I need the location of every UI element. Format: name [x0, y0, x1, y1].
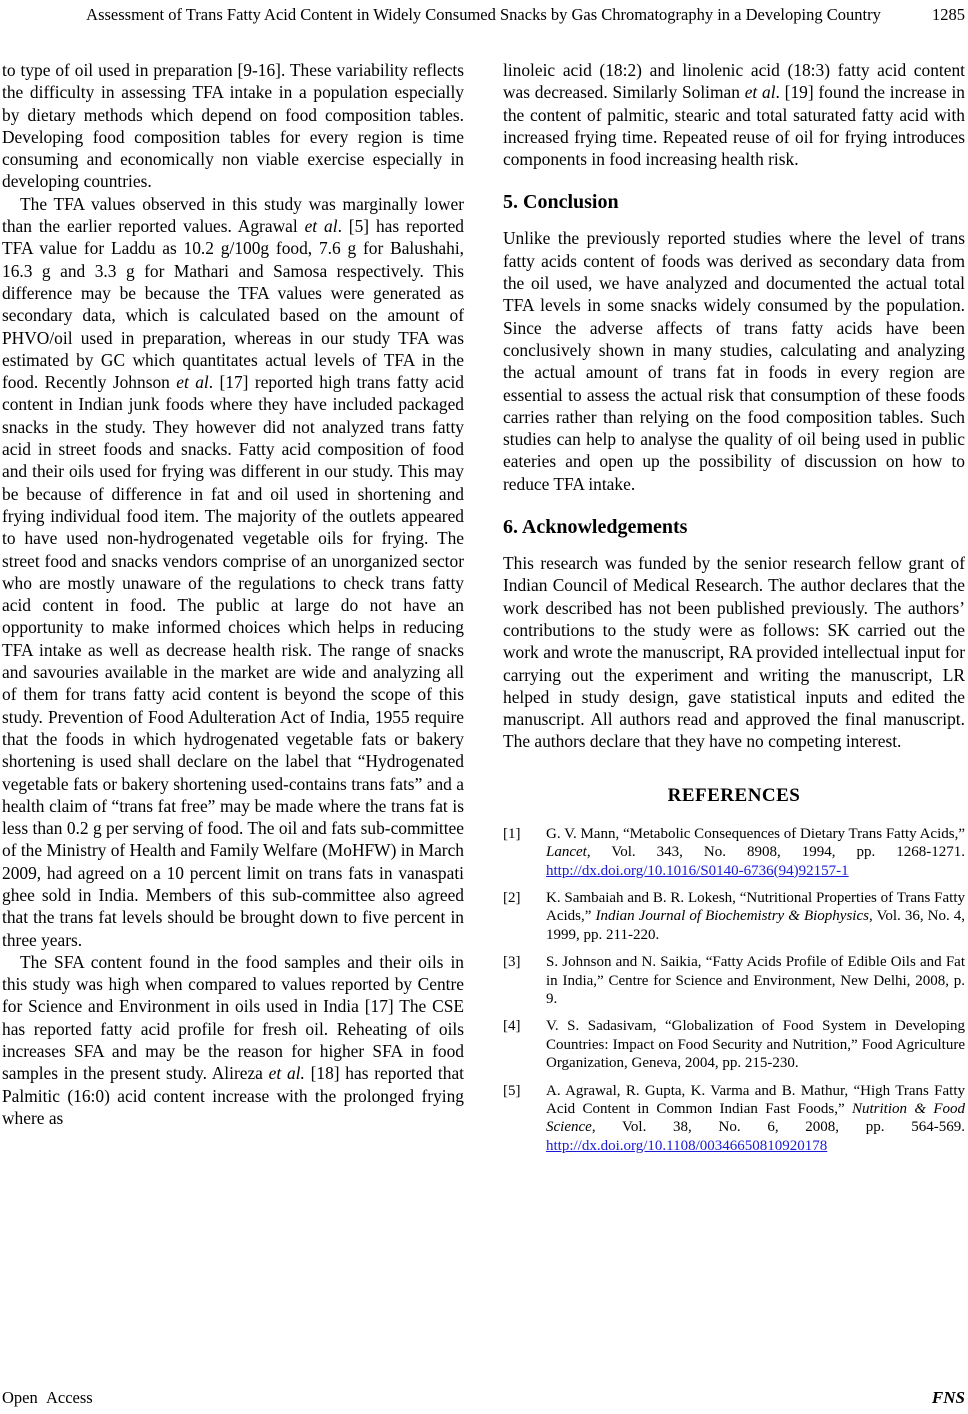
right-column	[503, 59, 965, 1382]
open-access-label: Open Access	[2, 1388, 93, 1407]
references-heading: REFERENCES	[667, 784, 801, 806]
running-head-title: Assessment of Trans Fatty Acid Content in Widely Consumed Snacks by Gas Chromatography in a Developing Country	[86, 5, 881, 24]
reference-item	[503, 953, 965, 1008]
text-segment: A. Agrawal, R. Gupta, K. Varma and B. Mathur, “High Trans Fatty Acid Content in Common Indian Fast Foods,”	[546, 1082, 965, 1117]
page-header	[2, 4, 965, 28]
text-segment: , Vol. 38, No. 6, 2008, pp. 564-569.	[591, 1119, 965, 1136]
paragraph	[2, 951, 464, 1129]
paragraph	[503, 227, 965, 495]
reference-number: [5]	[503, 1082, 521, 1099]
reference-number: [2]	[503, 889, 521, 906]
reference-item	[503, 1017, 965, 1072]
text-segment: linoleic acid (18:2) and linolenic acid (18:3) fatty acid content was decreased. Similarly Soliman	[503, 60, 965, 103]
reference-number: [1]	[503, 825, 521, 842]
italic-text: Lancet	[546, 844, 587, 861]
text-segment: to type of oil used in preparation [9-16]. These variability reflects the difficulty in assessing TFA intake in a population especially by dietary methods which depend on food composition tables. Developing food composition tables for every region is time consuming and economically non viable exercise especially in developing countries.	[2, 60, 464, 192]
reference-number: [3]	[503, 954, 521, 971]
text-segment: , Vol. 343, No. 8908, 1994, pp. 1268-1271.	[586, 844, 965, 861]
italic-text: Nutrition & Food Science	[546, 1101, 965, 1136]
text-segment: S. Johnson and N. Saikia, “Fatty Acids Profile of Edible Oils and Fat in India,” Centre for Science and Environment, New Delhi, 2008, p. 9.	[546, 954, 965, 1007]
text-segment: . [5] has reported TFA value for Laddu as 10.2 g/100g food, 7.6 g for Balushahi, 16.3 g and 3.3 g for Mathari and Samosa respectively. This difference may be because the TFA values were generated as secondary data, which is calculated based on the amount of PHVO/oil used in preparation, whereas in our study TFA was estimated by GC which quantitates actual levels of TFA in the food. Recently Johnson	[2, 216, 464, 393]
text-segment: The SFA content found in the food samples and their oils in this study was high when compared to values reported by Centre for Science and Environment in oils used in India [17] The CSE has reported fatty acid profile for fresh oil. Reheating of oils increases SFA and may be the reason for higher SFA in food samples in the present study. Alireza	[2, 951, 464, 1084]
doi-link[interactable]: http://dx.doi.org/10.1016/S0140-6736(94)92157-1	[546, 862, 849, 879]
doi-link[interactable]: http://dx.doi.org/10.1108/00346650810920178	[546, 1137, 828, 1154]
reference-item	[503, 1082, 965, 1156]
reference-text	[546, 1017, 965, 1072]
text-segment: V. S. Sadasivam, “Globalization of Food System in Developing Countries: Impact on Food Security and Nutrition,” Food Agriculture Organization, Geneva, 2004, pp. 215-230.	[546, 1018, 965, 1072]
text-segment: [18] has reported that Palmitic (16:0) acid content increase with the prolonged frying where as	[2, 1063, 465, 1128]
text-segment: This research was funded by the senior research fellow grant of Indian Council of Medical Research. The author declares that the work described has not been published previously. The authors’ contributions to the study were as follows: SK carried out the work and wrote the manuscript, RA provided intellectual input for carrying out the experiment and writing the manuscript, LR helped in study design, gave statistical inputs and edited the manuscript. All authors read and approved the final manuscript. The authors declare that they have no competing interest.	[503, 553, 965, 752]
italic-text: Indian Journal of Biochemistry & Biophysics	[595, 908, 869, 925]
text-segment: Unlike the previously reported studies where the level of trans fatty acids content of foods was derived as secondary data from the oil used, we have analyzed and documented the actual total TFA levels in some snacks widely consumed by the population. Since the adverse affects of trans fatty acids have been conclusively shown in many studies, calculating and analyzing the actual amount of trans fat in foods in every region are essential to assess the actual risk that consumption of these foods carries rather than relying on the food composition tables. Such studies can help to analyse the quality of oil being used in public eateries and open up the possibility of discussion on how to reduce TFA intake.	[503, 228, 965, 494]
section-heading: 6. Acknowledgements	[503, 516, 688, 539]
section-heading: 5. Conclusion	[503, 191, 619, 214]
text-segment: . [19] found the increase in the content of palmitic, stearic and total saturated fatty acid with increased frying time. Repeated reuse of oil for frying introduces components in food increasing health risk.	[503, 82, 965, 170]
reference-text	[546, 889, 965, 944]
paragraph	[503, 59, 965, 170]
reference-text	[546, 953, 965, 1008]
text-segment: , Vol. 36, No. 4, 1999, pp. 211-220.	[546, 908, 965, 943]
text-segment: K. Sambaiah and B. R. Lokesh, “Nutritional Properties of Trans Fatty Acids,”	[546, 889, 965, 925]
text-segment: The TFA values observed in this study was marginally lower than the earlier reported values. Agrawal	[2, 193, 464, 237]
italic-text: et al	[304, 216, 338, 237]
two-column-body	[2, 59, 965, 1382]
journal-abbreviation: FNS	[931, 1388, 965, 1407]
page-number: 1285	[932, 5, 965, 24]
italic-text: et al.	[268, 1063, 305, 1084]
paragraph	[2, 59, 464, 193]
text-segment: G. V. Mann, “Metabolic Consequences of Dietary Trans Fatty Acids,”	[546, 825, 965, 842]
paragraph	[503, 552, 965, 753]
left-column	[2, 59, 464, 1382]
italic-text: et al	[176, 372, 209, 393]
reference-item	[503, 825, 965, 880]
italic-text: et al	[744, 82, 776, 103]
reference-item	[503, 889, 965, 944]
text-segment: . [17] reported high trans fatty acid content in Indian junk foods where they have included packaged snacks in the study. They however did not analyzed trans fatty acid in street foods and snacks. Fatty acid composition of food and their oils used for frying was different in our study. This may be because of difference in fat and oil used in shortening and frying individual food item. The majority of the outlets appeared to have used non-hydrogenated vegetable oils for frying. The street food and snacks vendors comprise of an unorganized sector who are mostly unaware of the regulations to check trans fatty acid content in food. The public at large do not have an opportunity to make informed choices which helps in reducing TFA intake as well as decrease health risk. The range of snacks and savouries available in the market are wide and analyzing all of them for trans fatty acid content is beyond the scope of this study. Prevention of Food Adulteration Act of India, 1955 require that the foods in which hydrogenated vegetable fats or bakery shortening is used shall declare on the label that “Hydrogenated vegetable fats or bakery shortening used-contains trans fats” and a health claim of “trans fat free” may be made where the trans fat is less than 0.2 g per serving of food. The oil and fats sub-committee of the Ministry of Health and Family Welfare (MoHFW) in March 2009, had agreed on a 10 percent limit on trans fats in vanaspati ghee sold in India. Members of this sub-committee also agreed that the trans fat levels should be brought down to five percent in three years.	[2, 372, 464, 950]
reference-number: [4]	[503, 1018, 521, 1035]
reference-text	[546, 825, 965, 880]
paragraph	[2, 193, 464, 951]
reference-text	[546, 1082, 965, 1156]
page-footer	[2, 1382, 965, 1408]
